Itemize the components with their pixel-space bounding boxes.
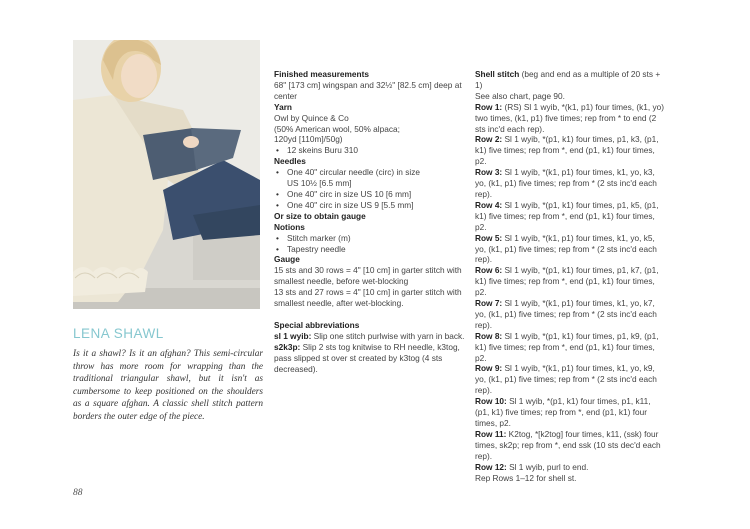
row-instruction [475, 298, 665, 331]
row-instruction [475, 462, 665, 473]
needle-1 [274, 167, 466, 189]
materials-column [274, 69, 466, 374]
shell-heading: Shell stitch [475, 69, 520, 79]
row-instruction [475, 134, 665, 167]
row-label: Row 10: [475, 396, 507, 407]
row-text: Sl 1 wyib, *(k1, p1) four times, k1, yo, k9, yo, (k1, p1) five times; rep from * (2 sts inc'd each rep). [475, 363, 657, 396]
gauge-heading: Gauge [274, 254, 300, 265]
row-text: K2tog, *[k2tog] four times, k11, (ssk) four times, sk2p; rep from *, end ssk (10 sts dec'd each rep). [475, 428, 661, 461]
row-instruction [475, 396, 665, 429]
or-size-note: Or size to obtain gauge [274, 210, 366, 221]
yarn-fiber: (50% American wool, 50% alpaca; [274, 123, 400, 134]
repeat-note: Rep Rows 1–12 for shell st. [475, 472, 577, 483]
abbrev-1-term: sl 1 wyib: [274, 330, 312, 341]
row-label: Row 4: [475, 199, 503, 210]
row-text: (RS) Sl 1 wyib, *(k1, p1) four times, (k1, yo) two times, (k1, p1) five times; rep from * to end (2 sts inc'd each rep). [475, 101, 665, 134]
row-instruction [475, 102, 665, 135]
row-text: Sl 1 wyib, *(p1, k1) four times, p1, k9, (p1, k1) five times; rep from *, end (p1, k1) four times, p2. [475, 330, 659, 363]
needles-list [274, 167, 466, 211]
finished-text: 68" [173 cm] wingspan and 32½" [82.5 cm] deep at center [274, 79, 462, 101]
needle-2: • One 40" circ in size US 10 [6 mm] [274, 189, 466, 200]
row-label: Row 9: [475, 363, 503, 374]
abbrev-2 [274, 342, 466, 375]
page-number: 88 [73, 488, 83, 498]
row-text: Sl 1 wyib, *(p1, k1) four times, p1, k11, (p1, k1) five times; rep from *, end (p1, k1) four times, p2. [475, 396, 651, 428]
abbrev-2-def: Slip 2 sts tog knitwise to RH needle, k3tog, pass slipped st over st created by k3tog (4 sts decreased). [274, 341, 460, 374]
yarn-quantity: • 12 skeins Buru 310 [274, 145, 466, 156]
abbrev-heading: Special abbreviations [274, 319, 360, 330]
needles-heading: Needles [274, 156, 306, 167]
row-text: Sl 1 wyib, *(p1, k1) four times, p1, k3, (p1, k1) five times; rep from *, end (p1, k1) four times, p2. [475, 134, 659, 167]
row-instruction [475, 265, 665, 298]
yarn-name: Owl by Quince & Co [274, 112, 349, 123]
row-label: Row 1: [475, 101, 503, 112]
row-label: Row 7: [475, 298, 503, 309]
row-label: Row 12: [475, 461, 507, 472]
row-instruction [475, 233, 665, 266]
row-label: Row 2: [475, 134, 503, 145]
pattern-intro: Is it a shawl? Is it an afghan? This semi-circular throw has more room for wrapping than the traditional triangular shawl, but it isn't as cumbersome to keep positioned on the shoulders as a square afghan. A classic shell stitch pattern borders the outer edge of the piece. [73, 349, 263, 422]
row-list [475, 102, 665, 473]
row-text: Sl 1 wyib, *(k1, p1) four times, k1, yo, k5, yo, (k1, p1) five times; rep from * (2 sts inc'd each rep). [475, 232, 657, 265]
row-label: Row 11: [475, 428, 507, 439]
needle-1-line-a: One 40" circular needle (circ) in size [287, 167, 420, 178]
row-text: Sl 1 wyib, purl to end. [506, 461, 589, 472]
row-label: Row 5: [475, 232, 503, 243]
abbrev-1 [274, 331, 466, 342]
shawl-photo [73, 40, 260, 309]
abbrev-2-term: s2k3p: [274, 341, 301, 352]
row-text: Sl 1 wyib, *(k1, p1) four times, k1, yo, k3, yo, (k1, p1) five times; rep from * (2 sts inc'd each rep). [475, 167, 657, 199]
yarn-heading: Yarn [274, 101, 292, 112]
notions-heading: Notions [274, 221, 305, 232]
notions-list [274, 233, 466, 255]
row-instruction [475, 200, 665, 233]
row-text: Sl 1 wyib, *(p1, k1) four times, p1, k5, (p1, k1) five times; rep from *, end (p1, k1) four times, p2. [475, 199, 659, 232]
gauge-2: 13 sts and 27 rows = 4" [10 cm] in garter stitch with smallest needle, after wet-blocking. [274, 287, 462, 309]
gauge-1: 15 sts and 30 rows = 4" [10 cm] in garter stitch with smallest needle, before wet-blocking [274, 265, 462, 287]
finished-heading: Finished measurements [274, 69, 369, 79]
shell-heading-line [475, 69, 665, 91]
yarn-weight: 120yd [110m]/50g) [274, 134, 343, 145]
notion-1: • Stitch marker (m) [274, 233, 466, 244]
row-text: Sl 1 wyib, *(k1, p1) four times, k1, yo, k7, yo, (k1, p1) five times; rep from * (2 sts inc'd each rep). [475, 298, 657, 330]
row-instruction [475, 331, 665, 364]
notion-2: • Tapestry needle [274, 244, 466, 255]
row-label: Row 3: [475, 167, 503, 178]
shell-stitch-column [475, 69, 665, 483]
needle-3: • One 40" circ in size US 9 [5.5 mm] [274, 200, 466, 211]
needle-1-line-b: US 10½ [6.5 mm] [287, 178, 352, 189]
row-instruction [475, 429, 665, 462]
row-text: Sl 1 wyib, *(p1, k1) four times, p1, k7, (p1, k1) five times; rep from *, end (p1, k1) four times, p2. [475, 265, 659, 298]
pattern-title: LENA SHAWL [73, 326, 164, 341]
see-chart-note: See also chart, page 90. [475, 90, 565, 101]
yarn-list [274, 145, 466, 156]
abbrev-1-def: Slip one stitch purlwise with yarn in back. [311, 330, 465, 341]
row-label: Row 8: [475, 330, 503, 341]
row-label: Row 6: [475, 265, 503, 276]
row-instruction [475, 363, 665, 396]
row-instruction [475, 167, 665, 200]
shell-intro: (beg and end as a multiple of 20 sts + 1) [475, 69, 661, 90]
